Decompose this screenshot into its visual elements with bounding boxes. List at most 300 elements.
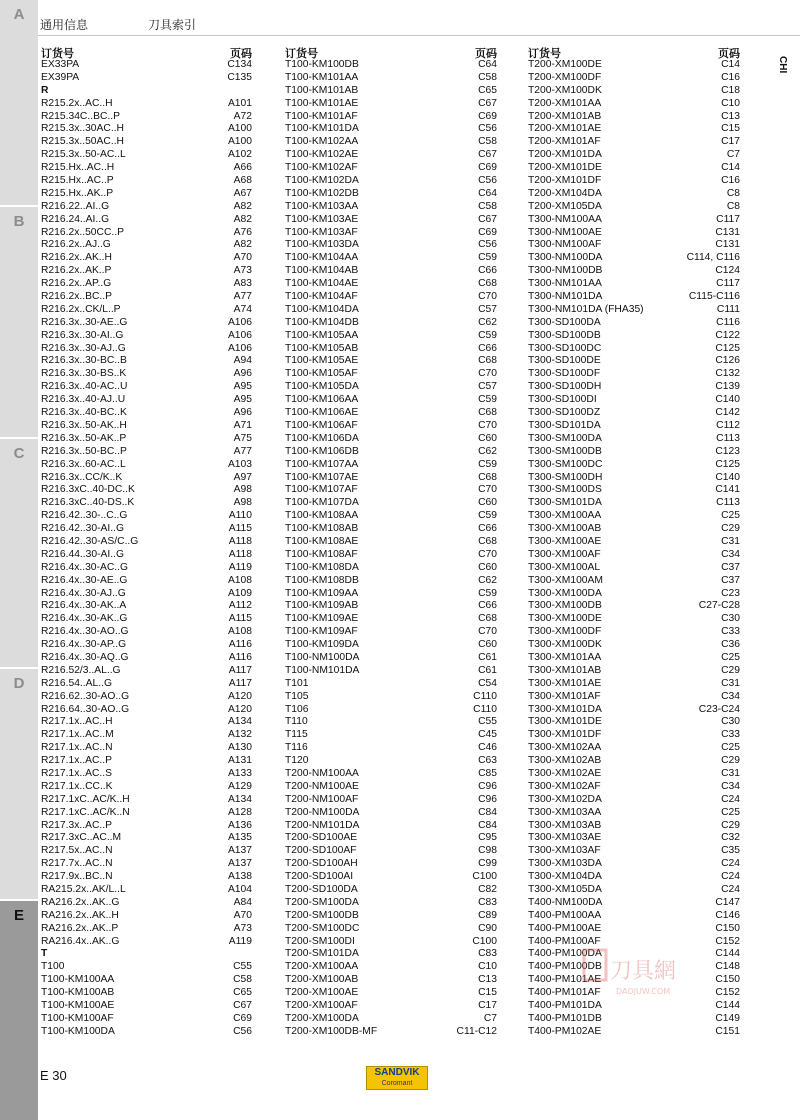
page-ref: C67 <box>478 149 497 161</box>
order-code: T200-SM100DC <box>285 922 360 934</box>
page-ref: C37 <box>721 561 740 573</box>
index-row <box>285 265 497 278</box>
page-ref: C58 <box>478 71 497 83</box>
page-ref: A136 <box>227 819 252 831</box>
order-code: R216.4x..30-AP..G <box>41 639 127 651</box>
page-ref: A84 <box>233 896 252 908</box>
page-ref: C13 <box>478 974 497 986</box>
page-ref: C59 <box>478 252 497 264</box>
page-ref: C25 <box>721 510 740 522</box>
index-row <box>528 600 740 613</box>
index-row <box>285 407 497 420</box>
order-code: T300-SD100DB <box>528 329 601 341</box>
page-ref: C116 <box>716 316 740 328</box>
page-ref: A128 <box>227 806 252 818</box>
page-ref: C62 <box>478 574 497 586</box>
order-code: T100-KM104AF <box>285 291 358 303</box>
index-row <box>528 755 740 768</box>
page-ref: C15 <box>721 123 740 135</box>
page-ref: C60 <box>478 432 497 444</box>
index-row <box>285 59 497 72</box>
index-row <box>528 265 740 278</box>
index-row <box>528 72 740 85</box>
order-code: T300-XM102AE <box>528 767 602 779</box>
index-row <box>41 98 252 111</box>
index-row <box>285 446 497 459</box>
order-code: T100-KM107DA <box>285 497 359 509</box>
column-header-code: 订货号 <box>528 48 561 60</box>
logo-line-1: SANDVIK <box>374 1067 420 1078</box>
page-ref: A106 <box>227 342 252 354</box>
index-row <box>528 575 740 588</box>
page-ref: A95 <box>233 394 252 406</box>
order-code: T300-XM103AF <box>528 845 601 857</box>
index-row <box>41 59 252 72</box>
section-tab-e[interactable] <box>0 901 38 1120</box>
section-tab-b[interactable] <box>0 207 38 437</box>
page-ref: A72 <box>233 110 252 122</box>
index-row <box>528 484 740 497</box>
order-code: EX39PA <box>41 71 80 83</box>
order-code: R217.1x..AC..P <box>41 755 112 767</box>
index-row <box>41 472 252 485</box>
index-row <box>285 291 497 304</box>
order-code: R216.3x..60-AC..L <box>41 458 126 470</box>
index-row <box>41 330 252 343</box>
index-row <box>528 98 740 111</box>
index-row <box>285 175 497 188</box>
index-row <box>41 278 252 291</box>
page-ref: C30 <box>721 613 740 625</box>
index-row <box>285 768 497 781</box>
order-code: T200-XM101AE <box>528 123 602 135</box>
order-code: T300-NM100AE <box>528 226 602 238</box>
section-tab-d[interactable] <box>0 669 38 899</box>
page-ref: A137 <box>227 845 252 857</box>
order-code: T100-KM101AE <box>285 97 359 109</box>
order-code: R216.2x..AK..P <box>41 265 112 277</box>
index-row <box>528 214 740 227</box>
order-code: R215.Hx..AC..H <box>41 162 115 174</box>
index-row <box>528 562 740 575</box>
index-row <box>285 704 497 717</box>
index-row <box>528 742 740 755</box>
page-ref: A119 <box>228 561 252 573</box>
index-row <box>285 368 497 381</box>
order-code: T200-NM100AE <box>285 780 359 792</box>
order-code: T300-XM100DE <box>528 613 602 625</box>
side-language-label: CHI <box>777 56 788 74</box>
index-row <box>285 98 497 111</box>
page-ref: C60 <box>478 639 497 651</box>
page-ref: C34 <box>721 548 740 560</box>
page-ref: C125 <box>715 458 740 470</box>
page-ref: C147 <box>715 896 740 908</box>
order-code: T200-XM101AF <box>528 136 601 148</box>
index-row <box>528 201 740 214</box>
page-ref: A74 <box>233 303 252 315</box>
order-code: T105 <box>285 690 309 702</box>
index-row <box>285 987 497 1000</box>
page-ref: A108 <box>227 626 252 638</box>
order-code: R215.Hx..AC..P <box>41 175 114 187</box>
index-row <box>41 987 252 1000</box>
order-code: R216.64..30-AO..G <box>41 703 130 715</box>
index-row <box>41 845 252 858</box>
page-ref: A83 <box>233 278 252 290</box>
index-row <box>528 523 740 536</box>
order-code: T200-NM100DA <box>285 806 360 818</box>
page-ref: A94 <box>233 355 252 367</box>
order-code: T400-PM100AF <box>528 935 601 947</box>
order-code: T100-KM108AA <box>285 510 359 522</box>
sandvik-logo <box>366 1066 428 1090</box>
index-row <box>41 459 252 472</box>
page-ref: A103 <box>227 458 252 470</box>
page-ref: C59 <box>478 587 497 599</box>
page-ref: C69 <box>478 162 497 174</box>
order-code: T200-SM100DB <box>285 909 359 921</box>
index-row <box>528 1026 740 1039</box>
column-header <box>41 45 252 59</box>
index-row <box>41 446 252 459</box>
column-header-code: 订货号 <box>41 48 74 60</box>
index-row <box>285 626 497 639</box>
page-ref: C56 <box>478 123 497 135</box>
page-ref: A110 <box>228 510 252 522</box>
page-ref: C17 <box>721 136 740 148</box>
order-code: T300-NM101DA (FHA35) <box>528 303 644 315</box>
page-ref: C70 <box>478 419 497 431</box>
index-row <box>285 214 497 227</box>
order-code: R216.42..30-AS/C..G <box>41 535 139 547</box>
order-code: T400-PM101DA <box>528 1000 602 1012</box>
column-header-code: 订货号 <box>285 48 318 60</box>
index-column-2 <box>285 45 497 1039</box>
column-header <box>528 45 740 59</box>
order-code: RA215.2x..AK/L..L <box>41 884 126 895</box>
order-code: T300-XM100DK <box>528 639 602 651</box>
page-ref: C63 <box>478 755 497 767</box>
index-row <box>285 317 497 330</box>
page-ref: A134 <box>227 793 252 805</box>
index-row <box>285 807 497 820</box>
page-ref: A116 <box>228 651 252 663</box>
page-ref: C55 <box>233 961 252 973</box>
order-code: T300-XM101DF <box>528 729 602 741</box>
index-row <box>41 665 252 678</box>
page-ref: A98 <box>233 497 252 509</box>
page-ref: C68 <box>478 278 497 290</box>
order-code: T300-SD100DZ <box>528 407 601 419</box>
order-code: R215.Hx..AK..P <box>41 187 114 199</box>
page-ref: C34 <box>721 690 740 702</box>
page-ref: C112 <box>716 419 740 431</box>
order-code: RA216.4x..AK..G <box>41 935 120 947</box>
header-subsection: 刀具索引 <box>148 18 197 32</box>
order-code: T100-KM102DA <box>285 175 359 187</box>
order-code: T100-KM103AF <box>285 226 358 238</box>
page-ref: C68 <box>478 471 497 483</box>
page-ref: C27-C28 <box>698 600 740 612</box>
page-ref: A96 <box>233 368 252 380</box>
order-code: T100-KM109AB <box>285 600 359 612</box>
order-code: R216.3xC..40-DC..K <box>41 484 135 496</box>
index-row <box>528 678 740 691</box>
order-code: T300-SD101DA <box>528 419 601 431</box>
order-code: T100-KM107AA <box>285 458 359 470</box>
order-code: T100-KM106AA <box>285 394 359 406</box>
order-code: R215.3x..30AC..H <box>41 123 124 135</box>
index-row <box>285 923 497 936</box>
page-ref: C66 <box>478 342 497 354</box>
order-code: T300-XM100AB <box>528 523 602 535</box>
index-row <box>285 85 497 98</box>
index-row <box>285 948 497 961</box>
page-ref: C68 <box>478 535 497 547</box>
index-row <box>528 729 740 742</box>
order-code: T300-XM100AL <box>528 561 601 573</box>
index-row <box>41 149 252 162</box>
page-ref: C96 <box>478 793 497 805</box>
page-ref: C152 <box>715 935 740 947</box>
order-code: T100-KM109AF <box>285 626 358 638</box>
index-row <box>528 239 740 252</box>
page-ref: A119 <box>228 935 252 947</box>
index-row <box>285 381 497 394</box>
order-code: T300-XM100DF <box>528 626 602 638</box>
index-row <box>285 536 497 549</box>
page-ref: C18 <box>721 84 740 96</box>
page-ref: A112 <box>228 600 252 612</box>
page-ref: C70 <box>478 291 497 303</box>
index-row <box>528 459 740 472</box>
order-code: R216.3x..30-BC..B <box>41 355 127 367</box>
index-row <box>528 807 740 820</box>
index-row <box>528 510 740 523</box>
page-ref: C68 <box>478 407 497 419</box>
order-code: R216.22..AI..G <box>41 200 110 212</box>
page-ref: A77 <box>233 291 252 303</box>
order-code: T300-SM100DH <box>528 471 603 483</box>
index-row <box>41 626 252 639</box>
page-ref: C95 <box>478 832 497 844</box>
order-code: R216.4x..30-AC..G <box>41 561 128 573</box>
page-ref: C37 <box>721 574 740 586</box>
index-row <box>41 343 252 356</box>
letter-heading <box>41 948 252 961</box>
order-code: R216.3x..50-BC..P <box>41 445 127 457</box>
order-code: T300-SD100DH <box>528 381 602 393</box>
order-code: T115 <box>285 729 308 741</box>
page-ref: C122 <box>715 329 740 341</box>
index-row <box>41 871 252 884</box>
page-ref: C30 <box>721 716 740 728</box>
page-ref: C89 <box>478 909 497 921</box>
section-tab-a-label: A <box>13 6 25 23</box>
order-code: R216.3x..30-AI..G <box>41 329 124 341</box>
index-row <box>528 923 740 936</box>
order-code: T300-XM101DA <box>528 703 602 715</box>
page-ref: C144 <box>715 1000 740 1012</box>
index-row <box>285 678 497 691</box>
index-row <box>528 1013 740 1026</box>
order-code: RA216.2x..AK..P <box>41 922 119 934</box>
page-ref: C69 <box>233 1012 252 1024</box>
index-row <box>528 588 740 601</box>
page-ref: C131 <box>715 226 740 238</box>
order-code: T300-SM100DA <box>528 432 602 444</box>
index-row <box>285 472 497 485</box>
index-row <box>41 201 252 214</box>
order-code: T300-XM103AB <box>528 819 602 831</box>
index-row <box>41 742 252 755</box>
order-code: R216.2x..AJ..G <box>41 239 111 251</box>
index-row <box>41 961 252 974</box>
order-code: T106 <box>285 703 309 715</box>
index-row <box>285 394 497 407</box>
index-row <box>285 820 497 833</box>
order-code: T100-KM106AE <box>285 407 359 419</box>
page-ref: A115 <box>228 613 252 625</box>
order-code: T100-KM102DB <box>285 187 359 199</box>
index-row <box>285 639 497 652</box>
order-code: T100-KM109DA <box>285 639 359 651</box>
order-code: T300-XM105DA <box>528 884 602 895</box>
section-tab-a[interactable] <box>0 0 38 205</box>
index-row <box>285 562 497 575</box>
page-ref: C31 <box>721 767 740 779</box>
page-ref: C113 <box>716 432 740 444</box>
index-row <box>528 716 740 729</box>
column-header-page: 页码 <box>475 48 497 60</box>
index-row <box>285 1000 497 1013</box>
index-row <box>41 510 252 523</box>
order-code: R217.3xC..AC..M <box>41 832 122 844</box>
index-row <box>528 897 740 910</box>
header-divider <box>38 35 800 36</box>
page-ref: A104 <box>227 884 252 895</box>
index-row <box>285 575 497 588</box>
order-code: T400-PM101DB <box>528 1012 602 1024</box>
page-ref: A109 <box>227 587 252 599</box>
order-code: T101 <box>285 677 309 689</box>
index-row <box>285 871 497 884</box>
index-row <box>41 497 252 510</box>
order-code: T300-SD100DA <box>528 316 601 328</box>
order-code: R216.4x..30-AO..G <box>41 626 129 638</box>
index-row <box>285 149 497 162</box>
page-ref: C69 <box>478 110 497 122</box>
page-ref: A117 <box>228 677 252 689</box>
order-code: R217.1x..AC..M <box>41 729 114 741</box>
order-code: T300-SD100DI <box>528 394 597 406</box>
page-ref: C11-C12 <box>456 1025 497 1037</box>
order-code: T300-XM100DA <box>528 587 602 599</box>
index-row <box>528 407 740 420</box>
section-sidebar <box>0 0 38 1120</box>
page-ref: C61 <box>478 651 497 663</box>
index-row <box>528 278 740 291</box>
order-code: R217.1x..CC..K <box>41 780 113 792</box>
page-ref: C62 <box>478 445 497 457</box>
order-code: T100-KM103AE <box>285 213 359 225</box>
index-row <box>285 652 497 665</box>
index-row <box>285 343 497 356</box>
order-code: T100-KM101AF <box>285 110 358 122</box>
column-header-page: 页码 <box>230 48 252 60</box>
index-row <box>528 665 740 678</box>
index-row <box>41 420 252 433</box>
order-code: T200-SD100DA <box>285 884 358 895</box>
order-code: T200-XM100DE <box>528 59 602 70</box>
page-ref: A115 <box>228 523 252 535</box>
page-number: E 30 <box>40 1068 67 1083</box>
index-row <box>285 845 497 858</box>
page-ref: C56 <box>478 239 497 251</box>
order-code: T100-KM100AE <box>41 1000 115 1012</box>
index-row <box>41 227 252 240</box>
index-row <box>528 639 740 652</box>
order-code: T100-KM108AE <box>285 535 359 547</box>
index-row <box>285 188 497 201</box>
page-ref: C125 <box>715 342 740 354</box>
page-ref: C24 <box>721 884 740 895</box>
page-ref: C24 <box>721 858 740 870</box>
page-ref: C69 <box>478 226 497 238</box>
index-row <box>41 562 252 575</box>
order-code: T116 <box>285 742 308 754</box>
index-row <box>528 858 740 871</box>
order-code: T200-XM105DA <box>528 200 602 212</box>
page-ref: C150 <box>715 974 740 986</box>
page-ref: C46 <box>478 742 497 754</box>
page-ref: C62 <box>478 316 497 328</box>
index-row <box>285 72 497 85</box>
order-code: T100-KM100DA <box>41 1025 115 1037</box>
page-ref: A96 <box>233 407 252 419</box>
section-tab-b-label: B <box>13 213 25 230</box>
page-ref: C110 <box>473 690 497 702</box>
index-row <box>528 381 740 394</box>
page-ref: C29 <box>721 523 740 535</box>
page-ref: C139 <box>715 381 740 393</box>
page-ref: C142 <box>715 407 740 419</box>
page-ref: C10 <box>478 961 497 973</box>
order-code: T100-KM104AB <box>285 265 359 277</box>
order-code: T100-KM100AB <box>41 987 115 999</box>
index-row <box>528 497 740 510</box>
order-code: T100-NM100DA <box>285 651 360 663</box>
order-code: T300-XM102AA <box>528 742 602 754</box>
order-code: T300-XM101AB <box>528 664 602 676</box>
page-ref: C58 <box>478 200 497 212</box>
order-code: R215.2x..AC..H <box>41 97 113 109</box>
order-code: R215.3x..50-AC..L <box>41 149 126 161</box>
order-code: T300-XM100AF <box>528 548 601 560</box>
order-code: T100-KM101DA <box>285 123 359 135</box>
order-code: T100-KM100AF <box>41 1012 114 1024</box>
order-code: T300-NM100AA <box>528 213 602 225</box>
order-code: T200-XM100AA <box>285 961 359 973</box>
order-code: T100-KM104DB <box>285 316 359 328</box>
order-code: T100-KM102AE <box>285 149 359 161</box>
page-ref: C65 <box>478 84 497 96</box>
index-row <box>41 704 252 717</box>
index-row <box>41 162 252 175</box>
section-tab-c[interactable] <box>0 439 38 667</box>
page-ref: C96 <box>478 780 497 792</box>
